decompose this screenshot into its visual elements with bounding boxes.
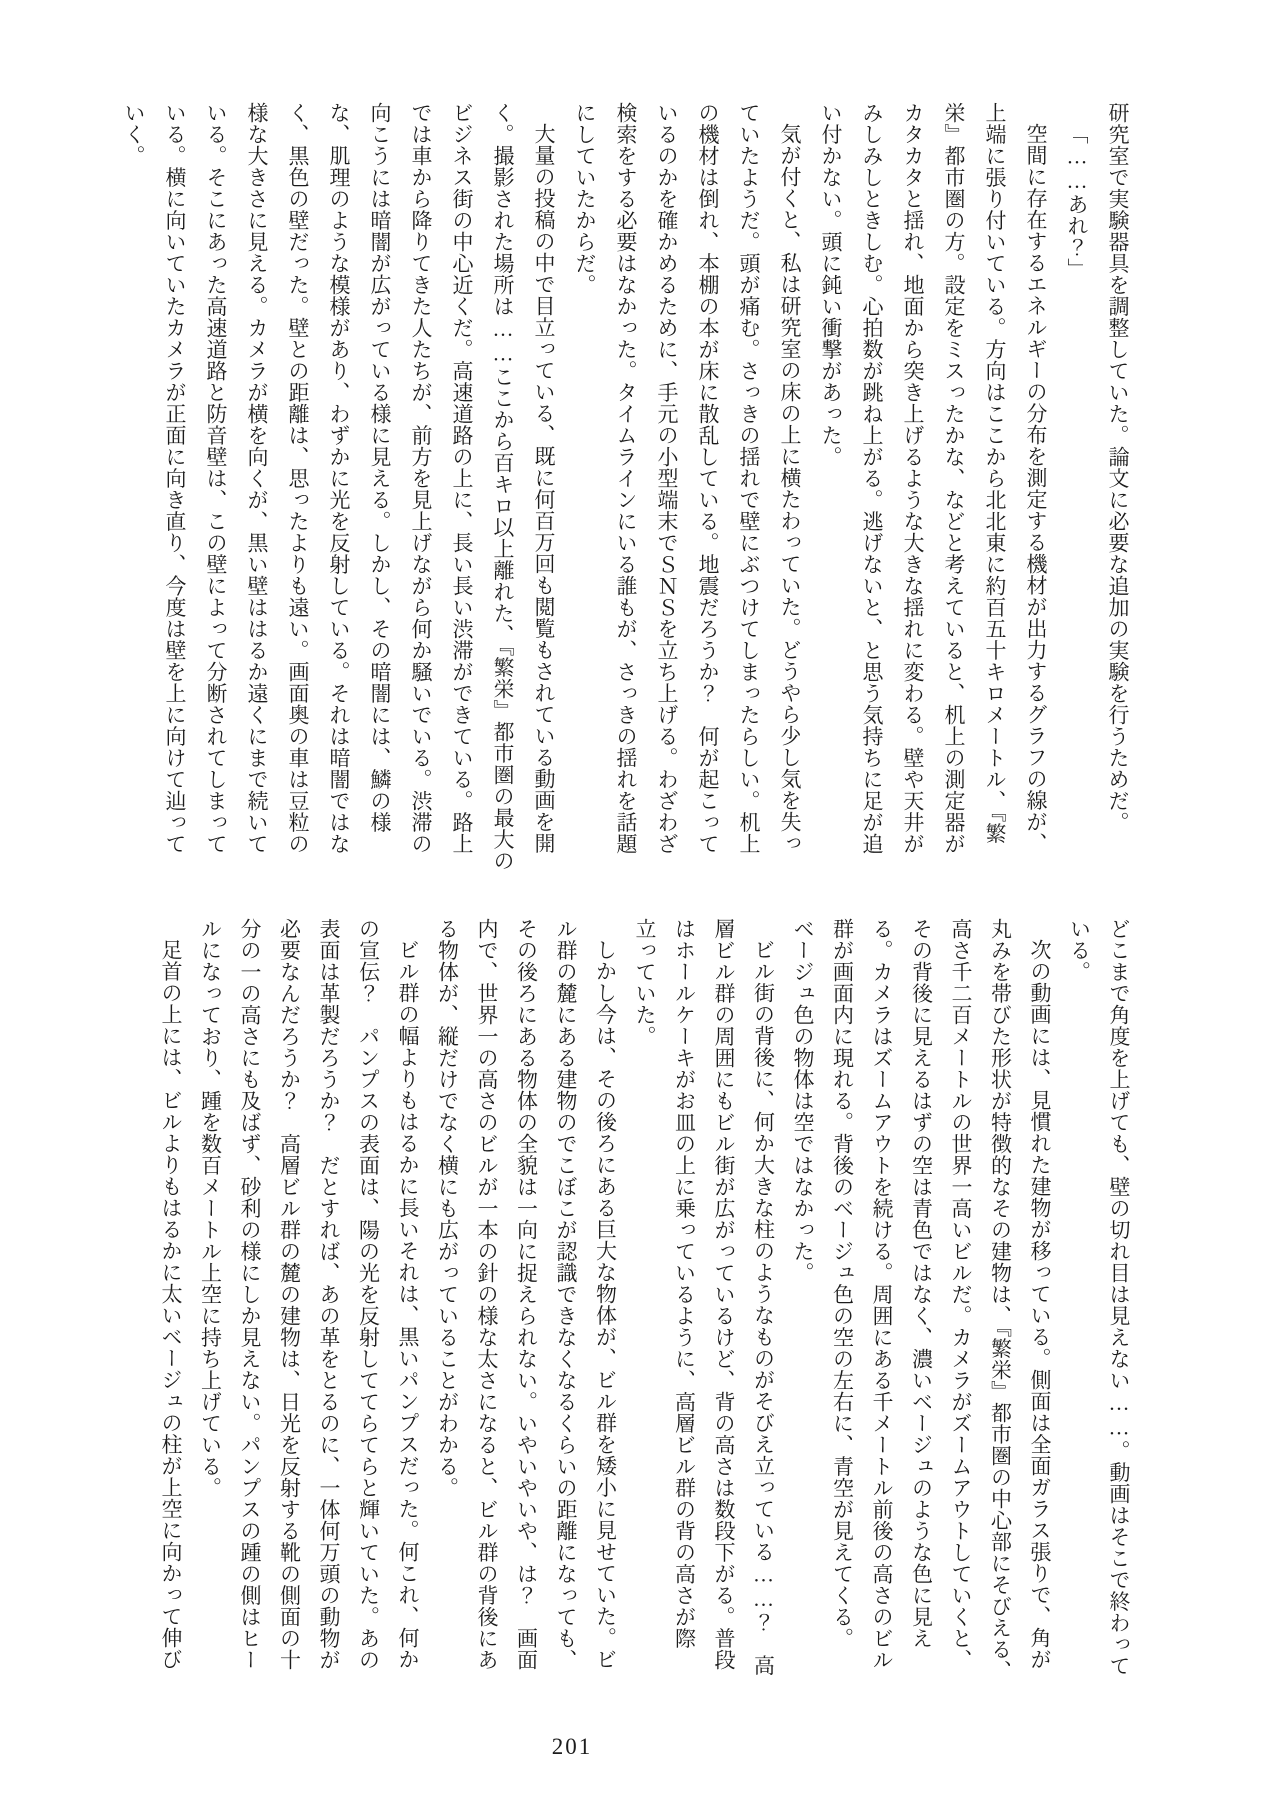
lower-text-block xyxy=(151,918,1139,1690)
paragraph: 気が付くと、私は研究室の床の上に横たわっていた。どうやら少し気を失っていたようだ。頭が痛む。さっきの揺れで壁にぶつけてしまったらしい。机上の機材は倒れ、本棚の本が床に散乱している。地震だろうか？ 何が起こっているのかを確かめるために、手元の小型端末でＳＮＳを立ち上げる。わざわざ検索をする必要はなかった。タイムラインにいる誰もが、さっきの揺れを話題にしていたからだ。 xyxy=(573,102,802,855)
paragraph: 研究室で実験器具を調整していた。論文に必要な追加の実験を行うためだ。 xyxy=(1106,102,1130,833)
upper-text-block xyxy=(113,102,1138,874)
paragraph: ビル街の背後に、何か大きな柱のようなものがそびえ立っている……？ 高層ビル群の周囲にもビル街が広がっているけど、背の高さは数段下がる。普段はホールケーキがお皿の上に乗っているように、高層ビル群の背の高さが際立っていた。 xyxy=(633,918,776,1676)
paragraph: どこまで角度を上げても、壁の切れ目は見えない……。動画はそこで終わっている。 xyxy=(1067,918,1131,1677)
paragraph: ビル群の幅よりもはるかに長いそれは、黒いパンプスだった。何これ、何かの宣伝？ パンプスの表面は、陽の光を反射しててらてらと輝いていた。あの表面は革製だろうか？ だとすれば、あの革をとるのに、一体何万頭の動物が必要なんだろうか？ 高層ビル群の麓の建物は、日光を反射する靴の側面の十分の一の高さにも及ばず、砂利の様にしか見えない。パンプスの踵の側はヒールになっており、踵を数百メートル上空に持ち上げている。 xyxy=(198,918,420,1671)
paragraph: 大量の投稿の中で目立っている、既に何百万回も閲覧もされている動画を開く。撮影された場所は……ここから百キロ以上離れた、『繁栄』都市圏の最大のビジネス街の中心近くだ。高速道路の上に、長い長い渋滞ができている。路上では車から降りてきた人たちが、前方を見上げながら何か騒いでいる。渋滞の向こうには暗闇が広がっている様に見える。しかし、その暗闇には、鱗の様な、肌理のような模様があり、わずかに光を反射している。それは暗闇ではなく、黒色の壁だった。壁との距離は、思ったよりも遠い。画面奥の車は豆粒の様な大きさに見える。カメラが横を向くが、黒い壁ははるか遠くにまで続いている。そこにあった高速道路と防音壁は、この壁によって分断されてしまっている。横に向いていたカメラが正面に向き直り、今度は壁を上に向けて辿っていく。 xyxy=(122,102,556,872)
paragraph: 足首の上には、ビルよりもはるかに太いベージュの柱が上空に向かって伸び xyxy=(159,939,183,1670)
paragraph: 「……あれ？」 xyxy=(1065,123,1089,280)
paragraph: 空間に存在するエネルギーの分布を測定する機材が出力するグラフの線が、上端に張り付いている。方向はここから北北東に約百五十キロメートル、『繁栄』都市圏の方。設定をミスったかな、などと考えていると、机上の測定器がカタカタと揺れ、地面から突き上げるような大きな揺れに変わる。壁や天井がみしみしときしむ。心拍数が跳ね上がる。逃げないと、と思う気持ちに足が追い付かない。頭に鈍い衝撃があった。 xyxy=(819,102,1048,855)
paragraph: 次の動画には、見慣れた建物が移っている。側面は全面ガラス張りで、角が丸みを帯びた形状が特徴的なその建物は、『繁栄』都市圏の中心部にそびえる、高さ千二百メートルの世界一高いビルだ。カメラがズームアウトしていくと、その背後に見えるはずの空は青色ではなく、濃いベージュのような色に見える。カメラはズームアウトを続ける。周囲にある千メートル前後の高さのビル群が画面内に現れる。背後のベージュ色の空の左右に、青空が見えてくる。ベージュ色の物体は空ではなかった。 xyxy=(791,918,1052,1682)
paragraph: しかし今は、その後ろにある巨大な物体が、ビル群を矮小に見せていた。ビル群の麓にある建物のでこぼこが認識できなくなるくらいの距離になっても、その後ろにある物体の全貌は一向に捉えられない。いやいやいや、は？ 画面内で、世界一の高さのビルが一本の針の様な太さになると、ビル群の背後にある物体が、縦だけでなく横にも広がっていることがわかる。 xyxy=(435,918,618,1671)
page-number: 201 xyxy=(551,1734,593,1759)
